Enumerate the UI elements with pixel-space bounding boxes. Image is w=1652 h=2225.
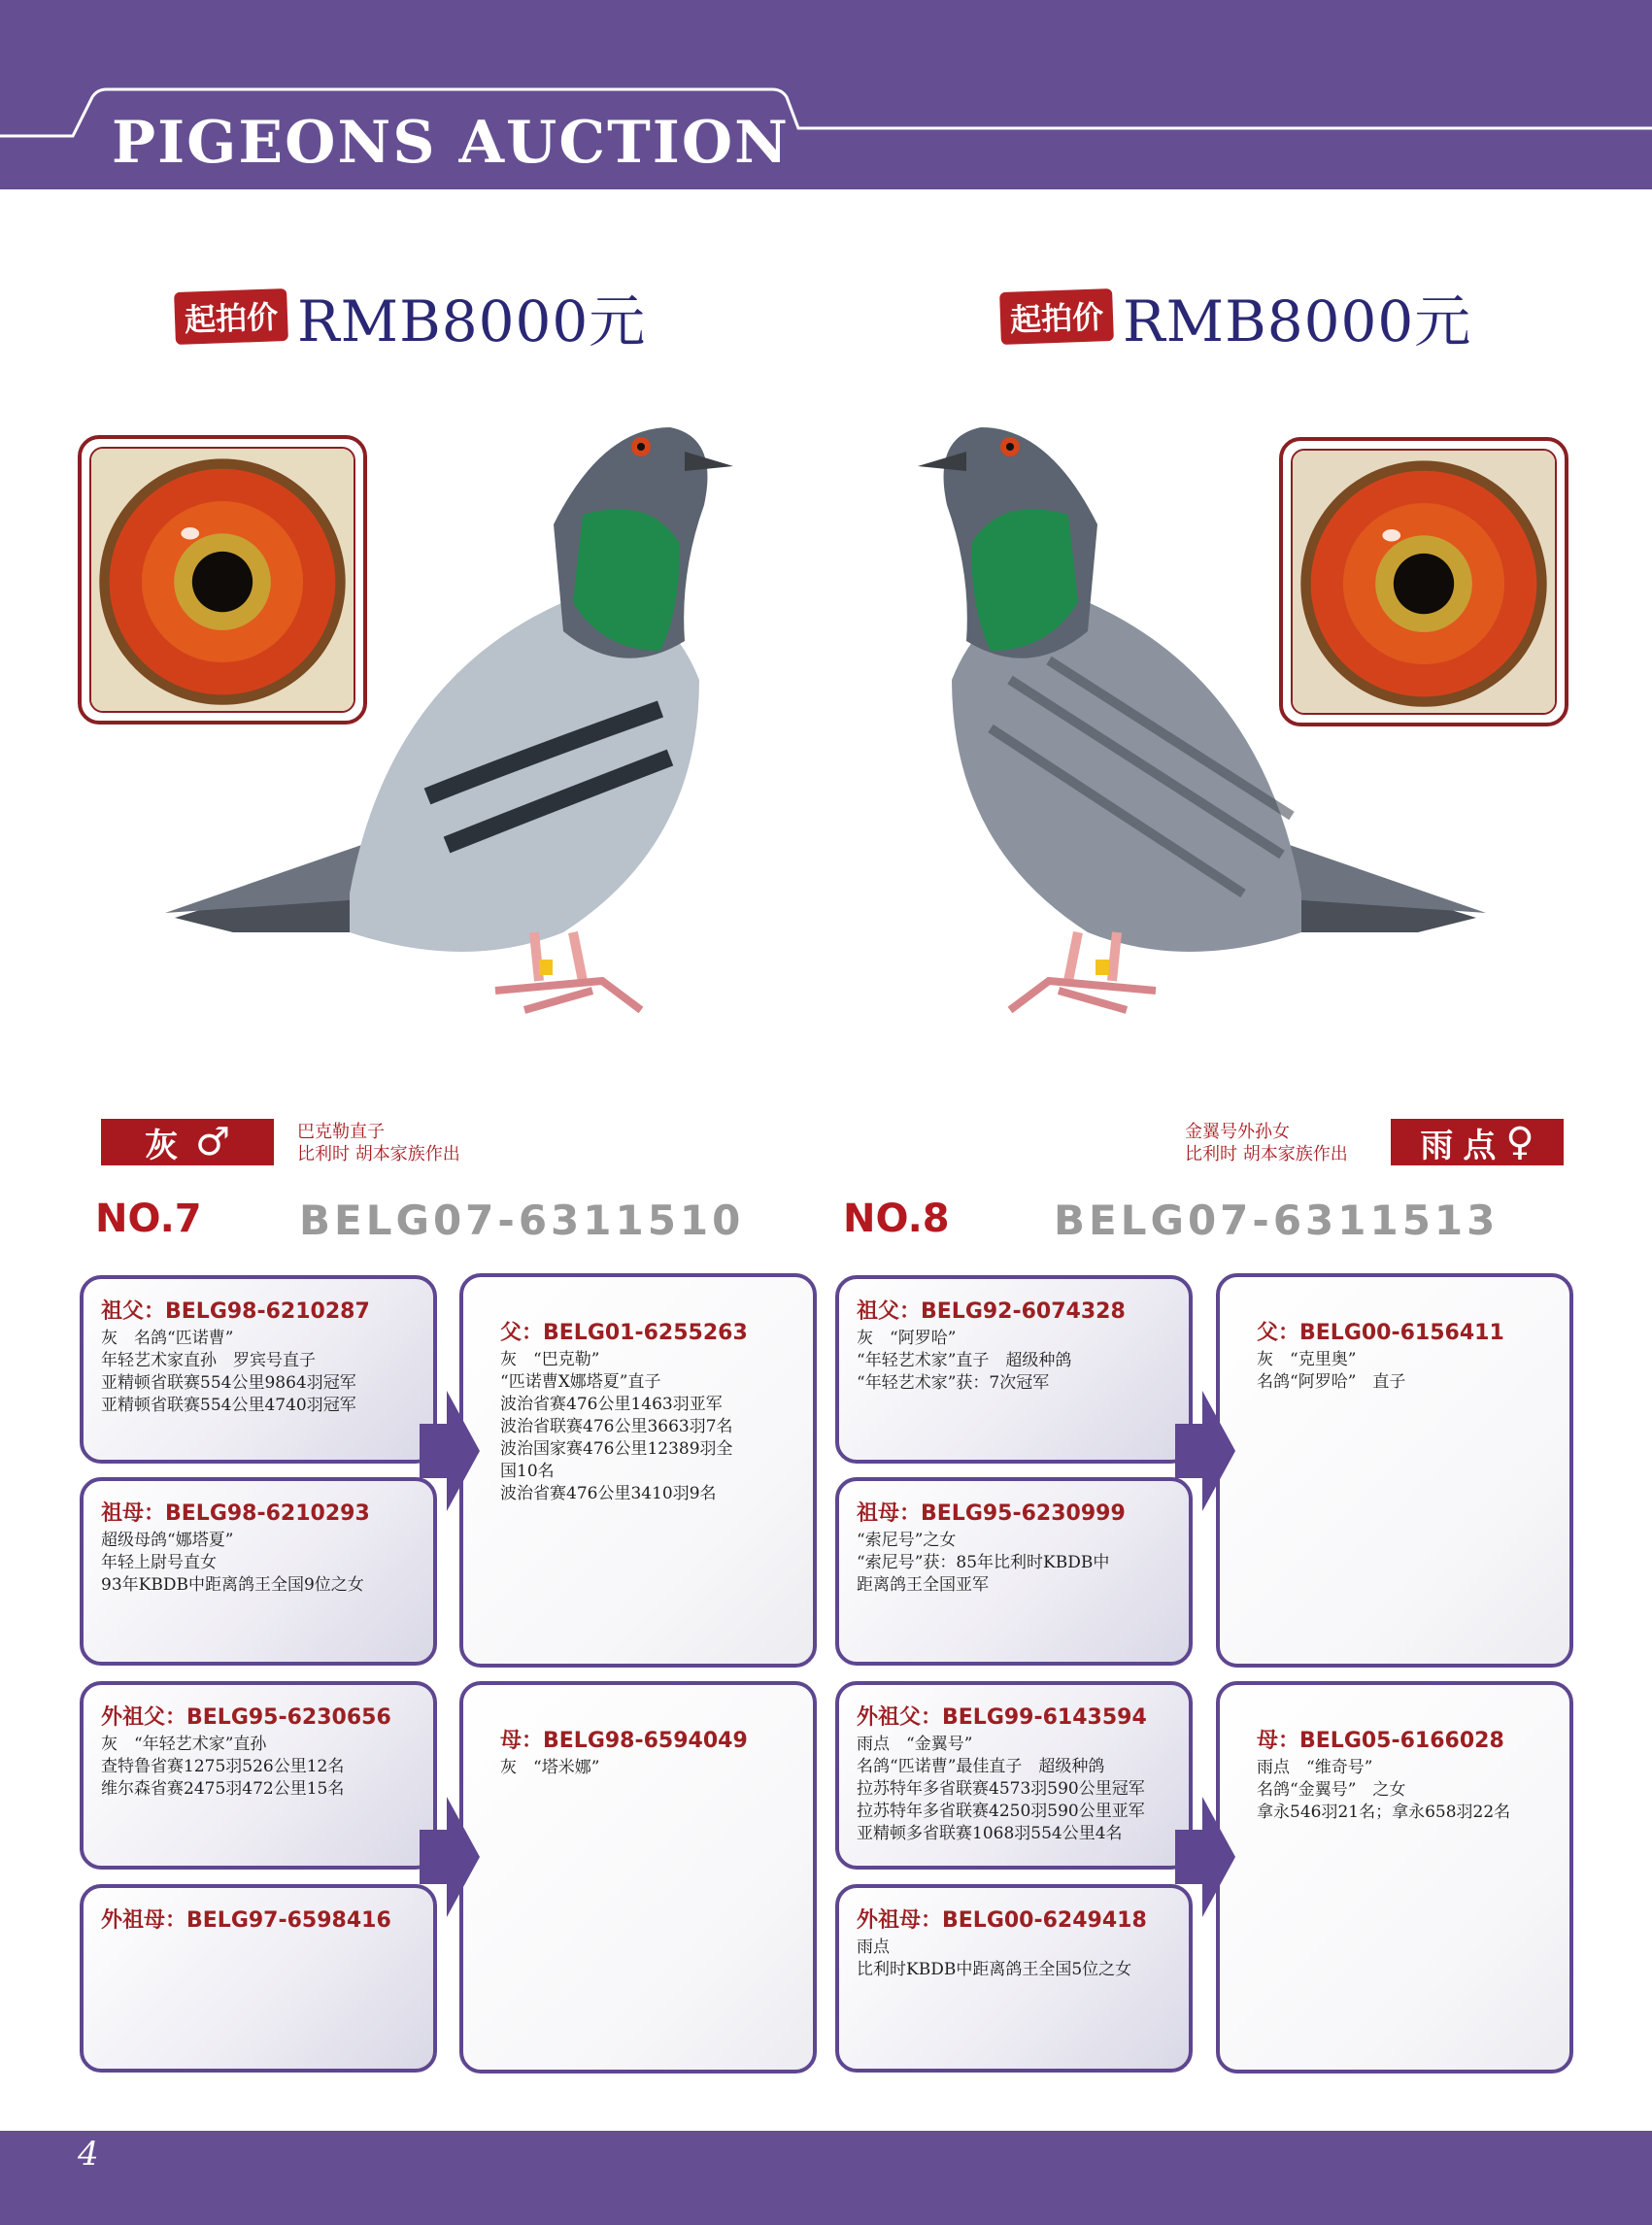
- price-tag: 起拍价: [174, 288, 288, 345]
- pedigree-line: “索尼号”之女: [857, 1531, 957, 1550]
- arrow-right-icon: [1175, 1391, 1237, 1511]
- note-line: 比利时 胡本家族作出: [1185, 1144, 1348, 1164]
- pedigree-title: 父：BELG01-6255263: [500, 1321, 748, 1345]
- note-line: 金翼号外孙女: [1185, 1122, 1290, 1142]
- pedigree-maternal-grandfather-no7: [80, 1681, 437, 1870]
- arrow-right-icon: [420, 1391, 482, 1511]
- pedigree-line: 查特鲁省赛1275羽526公里12名: [101, 1757, 345, 1776]
- price-value: RMB8000元: [297, 288, 647, 354]
- pedigree-line: 名鸽“阿罗哈” 直子: [1257, 1372, 1406, 1392]
- ring-number-no8: BELG07-6311513: [1054, 1197, 1500, 1244]
- pedigree-grandfather-no7: [80, 1275, 437, 1464]
- pigeon-photo-no7: [155, 388, 816, 1088]
- pedigree-title: 祖母：BELG95-6230999: [857, 1501, 1126, 1526]
- page-number: 4: [78, 2135, 99, 2174]
- pedigree-line: 比利时KBDB中距离鸽王全国5位之女: [857, 1960, 1132, 1979]
- pedigree-maternal-grandfather-no8: [835, 1681, 1193, 1870]
- note-line: 巴克勒直子: [297, 1122, 385, 1142]
- pedigree-title: 祖母：BELG98-6210293: [101, 1501, 370, 1526]
- pedigree-maternal-grandmother-no7: [80, 1884, 437, 2073]
- pedigree-line: “匹诺曹X娜塔夏”直子: [500, 1372, 661, 1392]
- pedigree-title: 祖父：BELG92-6074328: [857, 1299, 1126, 1324]
- pedigree-title: 母：BELG05-6166028: [1257, 1729, 1504, 1753]
- pedigree-line: 亚精顿省联赛554公里4740羽冠军: [101, 1396, 356, 1415]
- pedigree-title: 父：BELG00-6156411: [1257, 1321, 1504, 1345]
- footer-band: [0, 2131, 1652, 2225]
- pedigree-father-no8: [1216, 1273, 1573, 1668]
- color-label: 雨点: [1420, 1126, 1506, 1165]
- price-value: RMB8000元: [1123, 288, 1472, 354]
- pedigree-line: 灰 “巴克勒”: [500, 1350, 600, 1369]
- pedigree-line: “索尼号”获：85年比利时KBDB中: [857, 1553, 1110, 1572]
- pedigree-line: 波治省赛476公里1463羽亚军: [500, 1395, 723, 1414]
- pedigree-line: 维尔森省赛2475羽472公里15名: [101, 1779, 345, 1799]
- pedigree-line: 灰 “阿罗哈”: [857, 1329, 957, 1348]
- pedigree-line: 亚精顿多省联赛1068羽554公里4名: [857, 1824, 1123, 1843]
- pedigree-line: 年轻艺术家直孙 罗宾号直子: [101, 1351, 316, 1370]
- page-title: PIGEONS AUCTION: [112, 109, 790, 177]
- female-icon: ♀: [1505, 1120, 1534, 1164]
- pedigree-line: 灰 名鸽“匹诺曹”: [101, 1329, 234, 1348]
- color-badge-no8: [1391, 1119, 1564, 1165]
- price-no8: [1000, 287, 1472, 354]
- pedigree-line: 雨点 “金翼号”: [857, 1735, 973, 1754]
- pedigree-grandfather-no8: [835, 1275, 1193, 1464]
- ring-number-no7: BELG07-6311510: [299, 1197, 745, 1244]
- color-label: 灰: [145, 1126, 196, 1165]
- arrow-right-icon: [1175, 1797, 1237, 1917]
- pedigree-line: 雨点: [857, 1938, 890, 1957]
- price-no7: [175, 287, 647, 354]
- male-icon: ♂: [195, 1120, 230, 1164]
- pedigree-line: 雨点 “维奇号”: [1257, 1758, 1373, 1777]
- pedigree-line: 年轻上尉号直女: [101, 1553, 217, 1572]
- pedigree-line: 超级母鸽“娜塔夏”: [101, 1531, 234, 1550]
- pedigree-line: 距离鸽王全国亚军: [857, 1575, 989, 1595]
- color-badge-no7: [101, 1119, 274, 1165]
- pedigree-father-no7: [459, 1273, 817, 1668]
- pedigree-line: 波治省赛476公里3410羽9名: [500, 1484, 717, 1503]
- pedigree-title: 母：BELG98-6594049: [500, 1729, 748, 1753]
- pedigree-line: 拉苏特年多省联赛4573羽590公里冠军: [857, 1779, 1145, 1799]
- pedigree-line: 灰 “克里奥”: [1257, 1350, 1357, 1369]
- bird-note-no8: [1185, 1121, 1348, 1165]
- pedigree-line: “年轻艺术家”直子 超级种鸽: [857, 1351, 1072, 1370]
- pigeon-photo-no8: [835, 388, 1496, 1088]
- pedigree-line: 国10名: [500, 1462, 555, 1481]
- bird-number-no8: NO.8: [843, 1197, 950, 1241]
- pedigree-grandmother-no8: [835, 1477, 1193, 1666]
- pedigree-line: 波治国家赛476公里12389羽全: [500, 1439, 733, 1459]
- pedigree-maternal-grandmother-no8: [835, 1884, 1193, 2073]
- bird-number-no7: NO.7: [95, 1197, 202, 1241]
- pedigree-line: 93年KBDB中距离鸽王全国9位之女: [101, 1575, 364, 1595]
- price-tag: 起拍价: [999, 288, 1114, 345]
- pedigree-mother-no7: [459, 1681, 817, 2073]
- pedigree-line: 拿永546羽21名；拿永658羽22名: [1257, 1803, 1511, 1822]
- pedigree-title: 外祖父：BELG95-6230656: [101, 1705, 391, 1730]
- pedigree-mother-no8: [1216, 1681, 1573, 2073]
- pedigree-line: 波治省联赛476公里3663羽7名: [500, 1417, 733, 1436]
- pedigree-line: 亚精顿省联赛554公里9864羽冠军: [101, 1373, 356, 1393]
- pedigree-line: 灰 “塔米娜”: [500, 1758, 600, 1777]
- pedigree-line: “年轻艺术家”获：7次冠军: [857, 1373, 1050, 1393]
- pedigree-title: 祖父：BELG98-6210287: [101, 1299, 370, 1324]
- arrow-right-icon: [420, 1797, 482, 1917]
- pedigree-title: 外祖母：BELG97-6598416: [101, 1908, 391, 1933]
- pedigree-title: 外祖父：BELG99-6143594: [857, 1705, 1147, 1730]
- note-line: 比利时 胡本家族作出: [297, 1144, 460, 1164]
- pedigree-line: 名鸽“金翼号” 之女: [1257, 1780, 1406, 1800]
- pedigree-line: 名鸽“匹诺曹”最佳直子 超级种鸽: [857, 1757, 1105, 1776]
- pedigree-title: 外祖母：BELG00-6249418: [857, 1908, 1147, 1933]
- pedigree-grandmother-no7: [80, 1477, 437, 1666]
- pedigree-line: 拉苏特年多省联赛4250羽590公里亚军: [857, 1802, 1145, 1821]
- pedigree-line: 灰 “年轻艺术家”直孙: [101, 1735, 267, 1754]
- bird-note-no7: [297, 1121, 460, 1165]
